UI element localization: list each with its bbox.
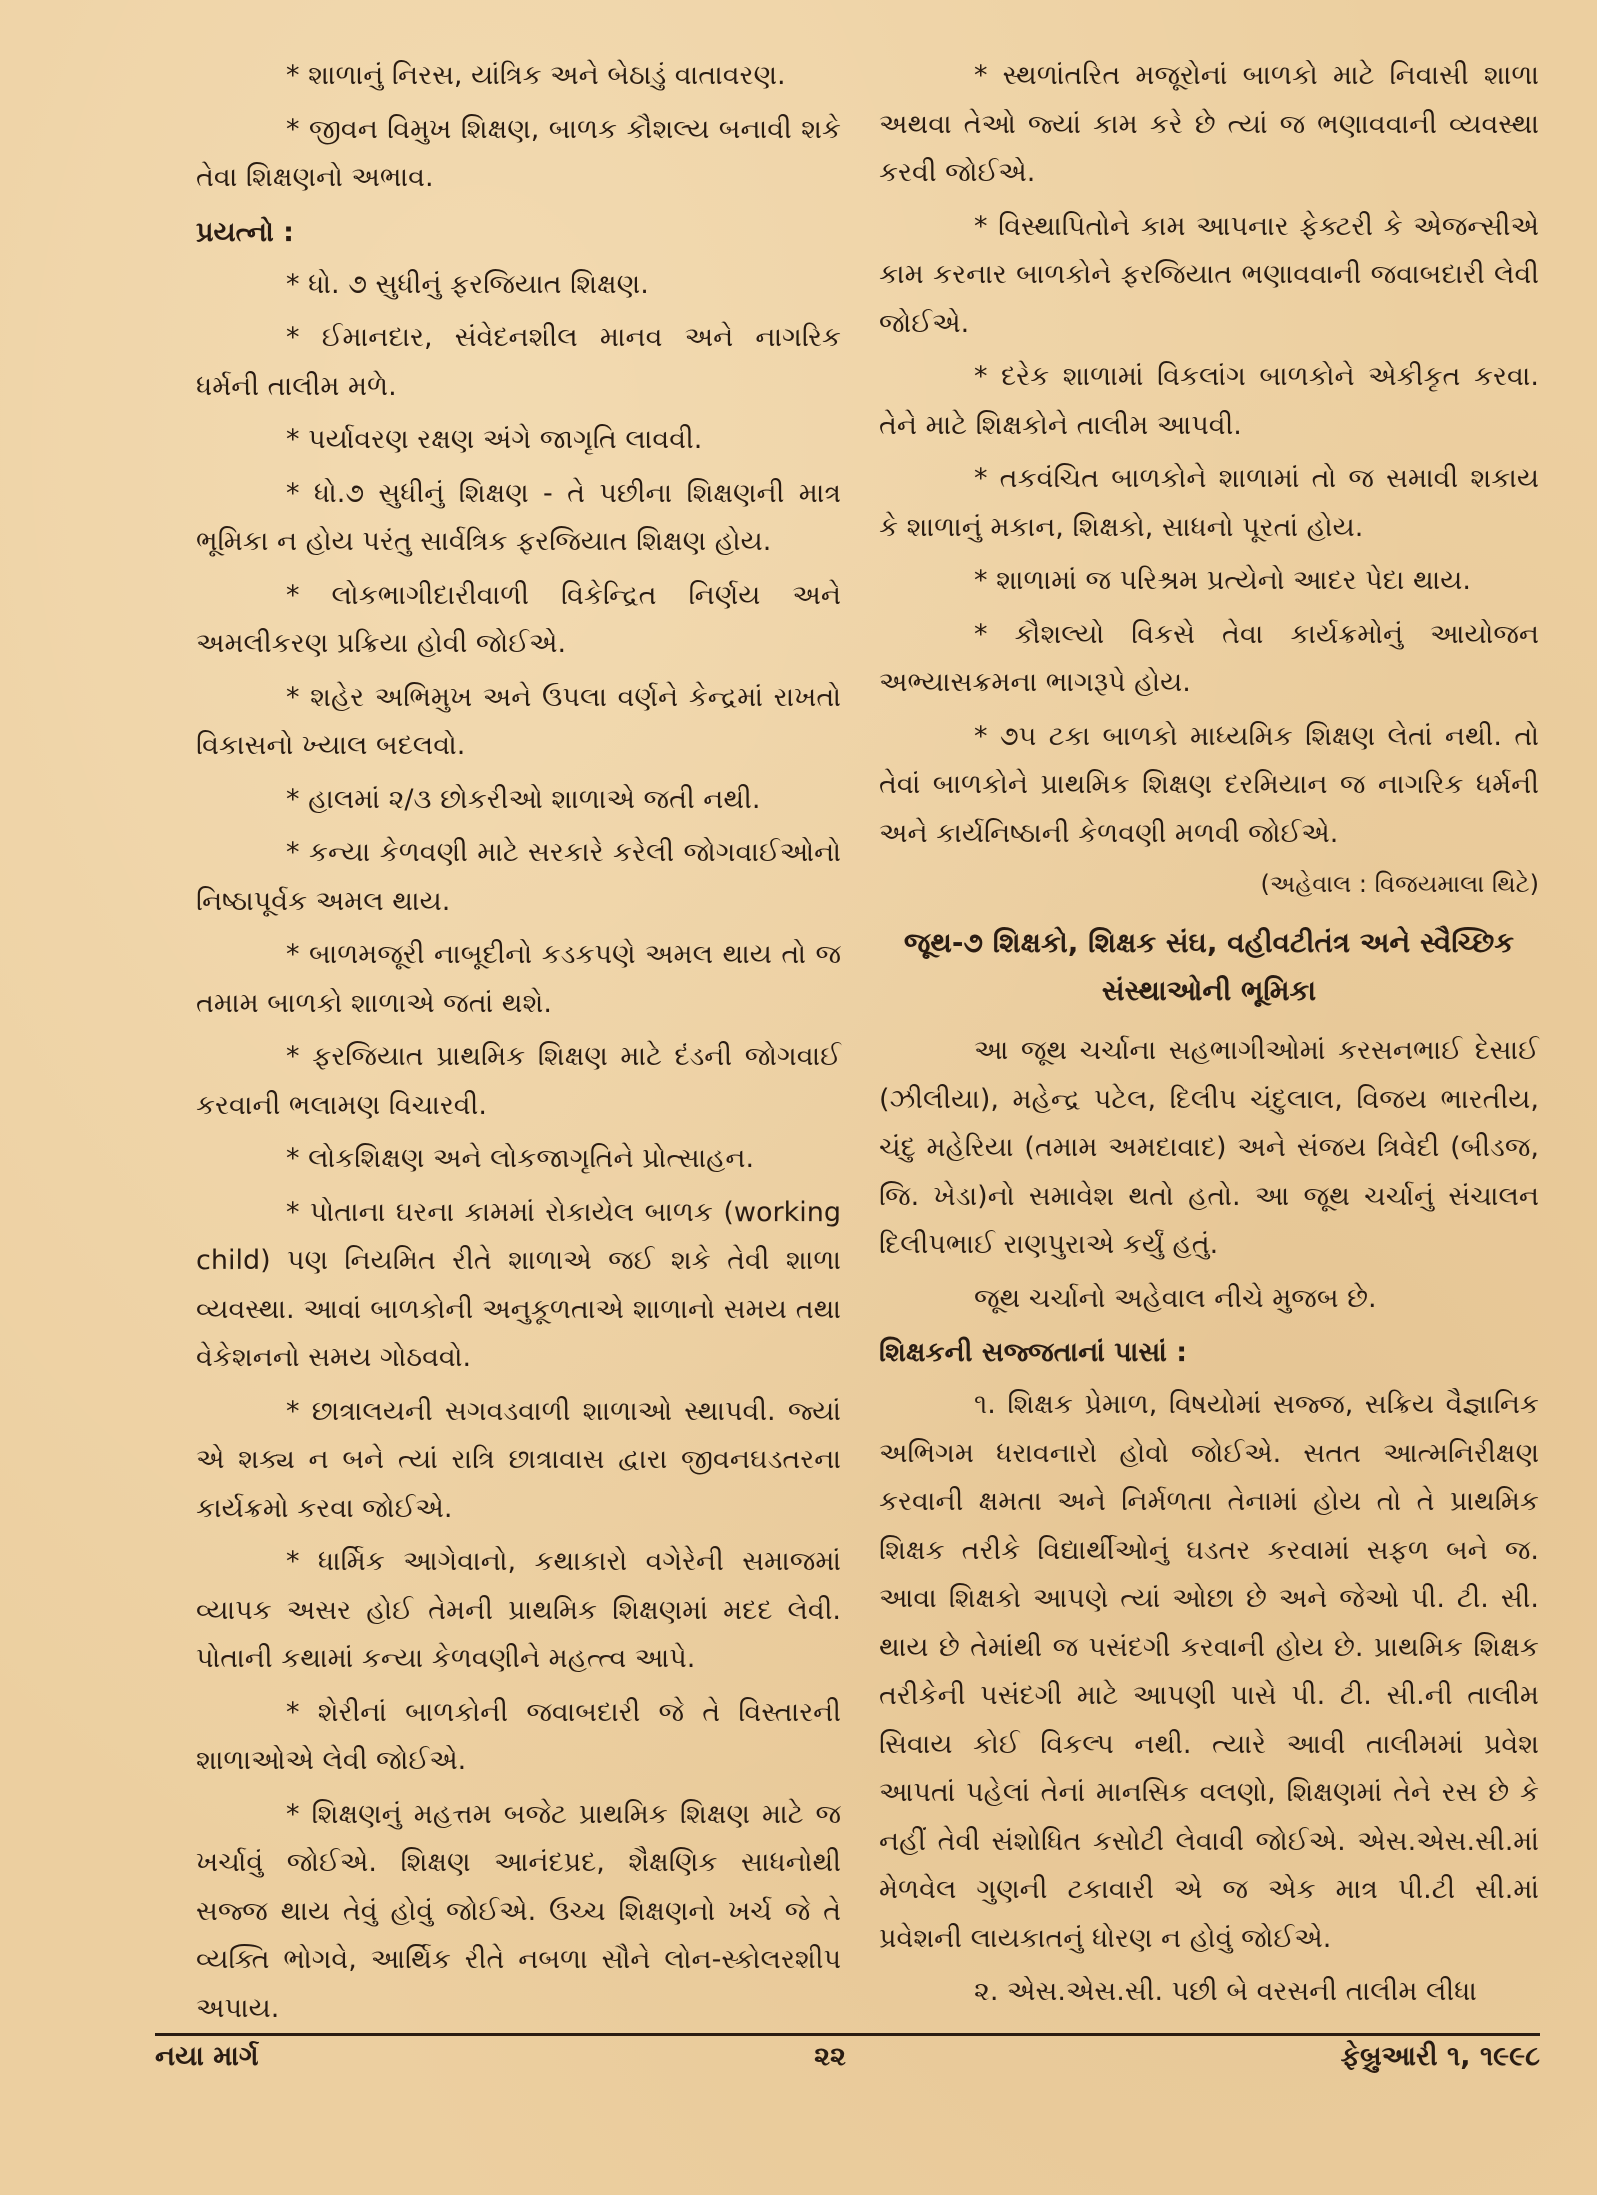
paragraph: * ધાર્મિક આગેવાનો, કથાકારો વગેરેની સમાજમાં વ્યાપક અસર હોઈ તેમની પ્રાથમિક શિક્ષણમાં મદદ લેવી. પોતાની કથામાં કન્યા કેળવણીને મહત્ત્વ આપે.	[196, 1546, 841, 1674]
paragraph: * જીવન વિમુખ શિક્ષણ, બાળક કૌશલ્ય બનાવી શકે તેવા શિક્ષણનો અભાવ.	[196, 113, 841, 193]
paragraph: * શહેર અભિમુખ અને ઉપલા વર્ણને કેન્દ્રમાં રાખતો વિકાસનો ખ્યાલ બદલવો.	[196, 681, 841, 761]
paragraph: જૂથ ચર્ચાનો અહેવાલ નીચે મુજબ છે.	[974, 1282, 1377, 1314]
paragraph: ૧. શિક્ષક પ્રેમાળ, વિષયોમાં સજ્જ, સક્રિય વૈજ્ઞાનિક અભિગમ ધરાવનારો હોવો જોઈએ. સતત આત્મનિરીક્ષણ કરવાની ક્ષમતા અને નિર્મળતા તેનામાં હોય તો તે પ્રાથમિક શિક્ષક તરીકે વિદ્યાર્થીઓનું ઘડતર કરવામાં સફળ બને જ. આવા શિક્ષકો આપણે ત્યાં ઓછા છે અને જેઓ પી. ટી. સી. થાય છે તેમાંથી જ પસંદગી કરવાની હોય છે. પ્રાથમિક શિક્ષક તરીકેની પસંદગી માટે આપણી પાસે પી. ટી. સી.ની તાલીમ સિવાય કોઈ વિકલ્પ નથી. ત્યારે આવી તાલીમમાં પ્રવેશ આપતાં પહેલાં તેનાં માનસિક વલણો, શિક્ષણમાં તેને રસ છે કે નહીં તેવી સંશોધિત કસોટી લેવાવી જોઈએ. એસ.એસ.સી.માં મેળવેલ ગુણની ટકાવારી એ જ એક માત્ર પી.ટી સી.માં પ્રવેશની લાયકાતનું ધોરણ ન હોવું જોઈએ.	[879, 1389, 1539, 1954]
paragraph: * ધો. ૭ સુધીનું ફરજિયાત શિક્ષણ.	[286, 268, 649, 300]
footer-page-number: ૨૨	[814, 2041, 846, 2072]
paragraph: * શેરીનાં બાળકોની જવાબદારી જે તે વિસ્તારની શાળાઓએ લેવી જોઈએ.	[196, 1696, 841, 1776]
footer-date: ફેબ્રુઆરી ૧, ૧૯૯૮	[1340, 2041, 1540, 2072]
paragraph: * સ્થળાંતરિત મજૂરોનાં બાળકો માટે નિવાસી શાળા અથવા તેઓ જ્યાં કામ કરે છે ત્યાં જ ભણાવવાની વ્યવસ્થા કરવી જોઈએ.	[879, 60, 1539, 188]
paragraph: * કૌશલ્યો વિકસે તેવા કાર્યક્રમોનું આયોજન અભ્યાસક્રમના ભાગરૂપે હોય.	[879, 618, 1539, 698]
left-column	[196, 52, 841, 2038]
report-credit: (અહેવાલ : વિજયમાલા થિટે)	[1260, 870, 1539, 898]
paragraph: * બાળમજૂરી નાબૂદીનો કડકપણે અમલ થાય તો જ તમામ બાળકો શાળાએ જતાં થશે.	[196, 939, 841, 1019]
subheading: શિક્ષકની સજ્જતાનાં પાસાં :	[879, 1337, 1188, 1368]
paragraph: * છાત્રાલયની સગવડવાળી શાળાઓ સ્થાપવી. જ્યાં એ શક્ય ન બને ત્યાં રાત્રિ છાત્રાવાસ દ્વારા જીવનઘડતરના કાર્યક્રમો કરવા જોઈએ.	[196, 1395, 841, 1524]
paragraph: * દરેક શાળામાં વિકલાંગ બાળકોને એકીકૃત કરવા. તેને માટે શિક્ષકોને તાલીમ આપવી.	[879, 361, 1539, 441]
paragraph: * તકવંચિત બાળકોને શાળામાં તો જ સમાવી શકાય કે શાળાનું મકાન, શિક્ષકો, સાધનો પૂરતાં હોય.	[879, 463, 1539, 543]
paragraph: * ઈમાનદાર, સંવેદનશીલ માનવ અને નાગરિક ધર્મની તાલીમ મળે.	[196, 322, 841, 402]
paragraph: * શાળાનું નિરસ, યાંત્રિક અને બેઠાડું વાતાવરણ.	[286, 60, 786, 91]
right-column	[879, 52, 1539, 2022]
paragraph: * શાળામાં જ પરિશ્રમ પ્રત્યેનો આદર પેદા થાય.	[974, 565, 1471, 596]
paragraph: * પોતાના ઘરના કામમાં રોકાયેલ બાળક (working child) પણ નિયમિત રીતે શાળાએ જઈ શકે તેવી શાળા વ્યવસ્થા. આવાં બાળકોની અનુકૂળતાએ શાળાનો સમય તથા વેકેશનનો સમય ગોઠવવો.	[196, 1196, 841, 1373]
paragraph: * ફરજિયાત પ્રાથમિક શિક્ષણ માટે દંડની જોગવાઈ કરવાની ભલામણ વિચારવી.	[196, 1041, 841, 1121]
section-heading: જૂથ-૭ શિક્ષકો, શિક્ષક સંઘ, વહીવટીતંત્ર અને સ્વૈચ્છિક સંસ્થાઓની ભૂમિકા	[903, 926, 1515, 1007]
footer-rule	[155, 2033, 1540, 2036]
footer-publication-name: નયા માર્ગ	[155, 2041, 259, 2072]
paragraph: * શિક્ષણનું મહત્તમ બજેટ પ્રાથમિક શિક્ષણ માટે જ ખર્ચાવું જોઈએ. શિક્ષણ આનંદપ્રદ, શૈક્ષણિક સાધનોથી સજ્જ થાય તેવું હોવું જોઈએ. ઉચ્ચ શિક્ષણનો ખર્ચ જે તે વ્યક્તિ ભોગવે, આર્થિક રીતે નબળા સૌને લોન-સ્કોલરશીપ અપાય.	[196, 1798, 841, 2024]
paragraph: * કન્યા કેળવણી માટે સરકારે કરેલી જોગવાઈઓનો નિષ્ઠાપૂર્વક અમલ થાય.	[196, 837, 841, 917]
paragraph: * પર્યાવરણ રક્ષણ અંગે જાગૃતિ લાવવી.	[286, 424, 703, 455]
paragraph: આ જૂથ ચર્ચાના સહભાગીઓમાં કરસનભાઈ દેસાઈ (ઝીલીયા), મહેન્દ્ર પટેલ, દિલીપ ચંદુલાલ, વિજય ભારતીય, ચંદુ મહેરિયા (તમામ અમદાવાદ) અને સંજય ત્રિવેદી (બીડજ, જિ. ખેડા)નો સમાવેશ થતો હતો. આ જૂથ ચર્ચાનું સંચાલન દિલીપભાઈ રાણપુરાએ કર્યું હતું.	[879, 1035, 1539, 1260]
paragraph: ૨. એસ.એસ.સી. પછી બે વરસની તાલીમ લીધા	[974, 1976, 1477, 2007]
paragraph: * ધો.૭ સુધીનું શિક્ષણ - તે પછીના શિક્ષણની માત્ર ભૂમિકા ન હોય પરંતુ સાર્વત્રિક ફરજિયાત શિક્ષણ હોય.	[196, 477, 841, 557]
paragraph: * લોકભાગીદારીવાળી વિકેન્દ્રિત નિર્ણય અને અમલીકરણ પ્રક્રિયા હોવી જોઈએ.	[196, 579, 841, 659]
paragraph: * લોકશિક્ષણ અને લોકજાગૃતિને પ્રોત્સાહન.	[286, 1143, 755, 1174]
paragraph: * હાલમાં ૨/૩ છોકરીઓ શાળાએ જતી નથી.	[286, 783, 761, 815]
subheading: પ્રયત્નો :	[196, 216, 294, 248]
paragraph: * ૭૫ ટકા બાળકો માધ્યમિક શિક્ષણ લેતાં નથી. તો તેવાં બાળકોને પ્રાથમિક શિક્ષણ દરમિયાન જ નાગરિક ધર્મની અને કાર્યનિષ્ઠાની કેળવણી મળવી જોઈએ.	[879, 720, 1539, 849]
paragraph: * વિસ્થાપિતોને કામ આપનાર ફેક્ટરી કે એજન્સીએ કામ કરનાર બાળકોને ફરજિયાત ભણાવવાની જવાબદારી લેવી જોઈએ.	[879, 210, 1539, 339]
